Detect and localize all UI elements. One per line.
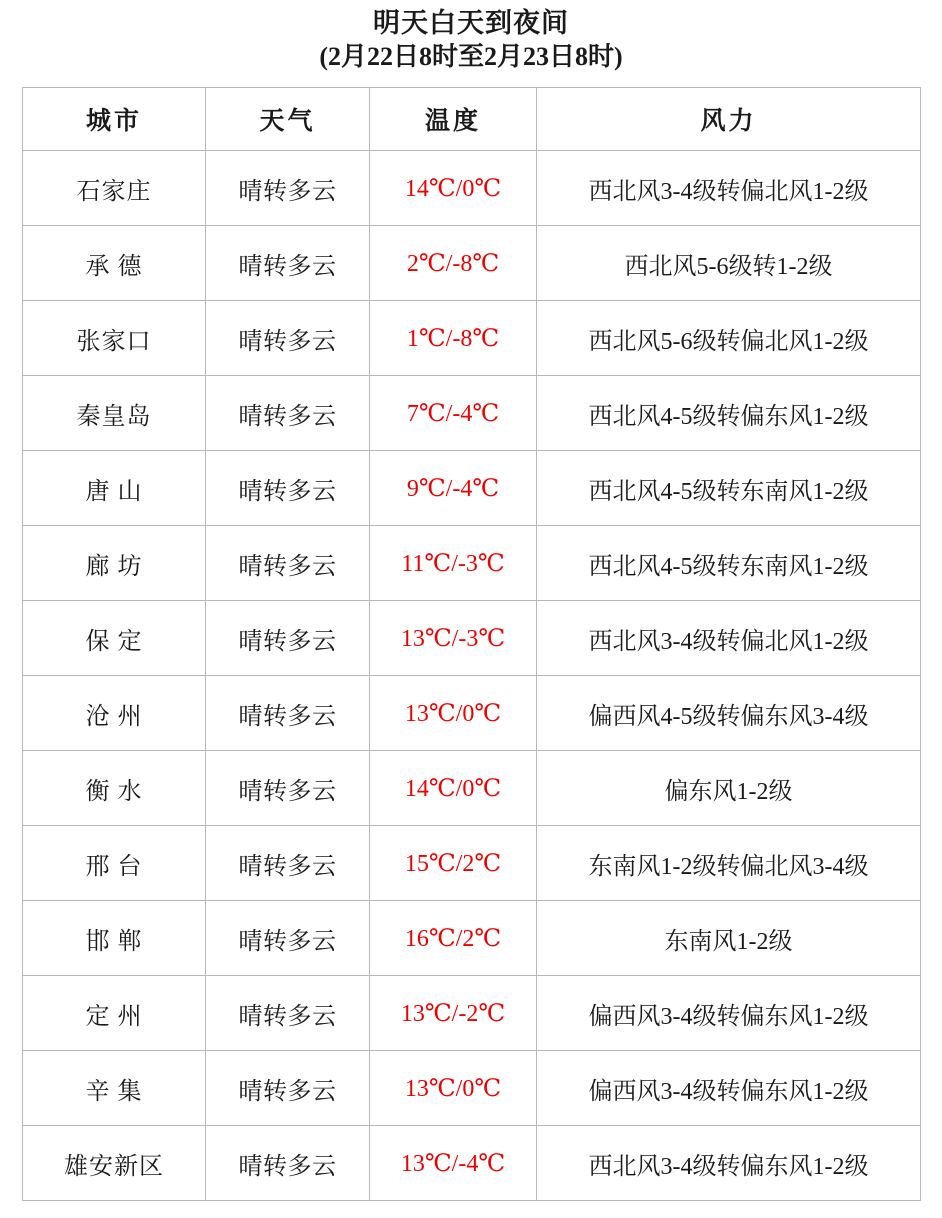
cell-city: 雄安新区 [23,1126,206,1201]
column-header-city: 城市 [23,88,206,151]
title-period: (2月22日8时至2月23日8时) [319,42,623,71]
cell-weather: 晴转多云 [206,301,370,376]
table-row [23,601,921,676]
cell-wind: 西北风3-4级转偏北风1-2级 [537,151,921,226]
cell-city: 石家庄 [23,151,206,226]
cell-temperature: 15℃/2℃ [370,826,537,901]
cell-wind: 西北风4-5级转偏东风1-2级 [537,376,921,451]
title-primary: 明天白天到夜间 [373,8,569,38]
column-header-weather: 天气 [206,88,370,151]
cell-city: 定 州 [23,976,206,1051]
table-row [23,826,921,901]
table-row [23,526,921,601]
cell-city: 辛 集 [23,1051,206,1126]
table-row [23,1051,921,1126]
cell-wind: 偏西风4-5级转偏东风3-4级 [537,676,921,751]
cell-temperature: 1℃/-8℃ [370,301,537,376]
cell-temperature: 13℃/-3℃ [370,601,537,676]
table-row [23,1126,921,1201]
cell-temperature: 13℃/0℃ [370,676,537,751]
cell-wind: 东南风1-2级 [537,901,921,976]
cell-temperature: 14℃/0℃ [370,151,537,226]
cell-wind: 偏西风3-4级转偏东风1-2级 [537,976,921,1051]
table-row [23,451,921,526]
cell-city: 邯 郸 [23,901,206,976]
cell-city: 承 德 [23,226,206,301]
cell-city: 张家口 [23,301,206,376]
cell-wind: 西北风4-5级转东南风1-2级 [537,526,921,601]
cell-weather: 晴转多云 [206,1126,370,1201]
cell-weather: 晴转多云 [206,151,370,226]
table-row [23,976,921,1051]
page-title [0,0,942,74]
table-body [23,151,921,1201]
cell-weather: 晴转多云 [206,676,370,751]
column-header-temperature: 温度 [370,88,537,151]
table-row [23,226,921,301]
cell-temperature: 2℃/-8℃ [370,226,537,301]
forecast-table-wrapper [22,87,920,1201]
forecast-table [22,87,921,1201]
cell-weather: 晴转多云 [206,976,370,1051]
table-head [23,88,921,151]
cell-wind: 西北风3-4级转偏北风1-2级 [537,601,921,676]
cell-temperature: 14℃/0℃ [370,751,537,826]
cell-weather: 晴转多云 [206,601,370,676]
column-header-wind: 风力 [537,88,921,151]
cell-city: 保 定 [23,601,206,676]
cell-weather: 晴转多云 [206,451,370,526]
table-row [23,901,921,976]
cell-city: 秦皇岛 [23,376,206,451]
cell-weather: 晴转多云 [206,226,370,301]
cell-temperature: 13℃/0℃ [370,1051,537,1126]
cell-temperature: 9℃/-4℃ [370,451,537,526]
cell-city: 邢 台 [23,826,206,901]
table-row [23,151,921,226]
cell-wind: 西北风4-5级转东南风1-2级 [537,451,921,526]
cell-wind: 西北风3-4级转偏东风1-2级 [537,1126,921,1201]
cell-wind: 偏西风3-4级转偏东风1-2级 [537,1051,921,1126]
cell-temperature: 16℃/2℃ [370,901,537,976]
cell-city: 沧 州 [23,676,206,751]
cell-temperature: 7℃/-4℃ [370,376,537,451]
table-row [23,301,921,376]
cell-weather: 晴转多云 [206,751,370,826]
cell-weather: 晴转多云 [206,901,370,976]
cell-weather: 晴转多云 [206,376,370,451]
cell-weather: 晴转多云 [206,526,370,601]
cell-weather: 晴转多云 [206,1051,370,1126]
cell-wind: 西北风5-6级转1-2级 [537,226,921,301]
cell-city: 廊 坊 [23,526,206,601]
cell-weather: 晴转多云 [206,826,370,901]
cell-wind: 西北风5-6级转偏北风1-2级 [537,301,921,376]
cell-wind: 偏东风1-2级 [537,751,921,826]
table-row [23,751,921,826]
table-header-row [23,88,921,151]
cell-temperature: 11℃/-3℃ [370,526,537,601]
cell-temperature: 13℃/-4℃ [370,1126,537,1201]
table-row [23,376,921,451]
table-row [23,676,921,751]
cell-city: 唐 山 [23,451,206,526]
cell-wind: 东南风1-2级转偏北风3-4级 [537,826,921,901]
cell-temperature: 13℃/-2℃ [370,976,537,1051]
cell-city: 衡 水 [23,751,206,826]
